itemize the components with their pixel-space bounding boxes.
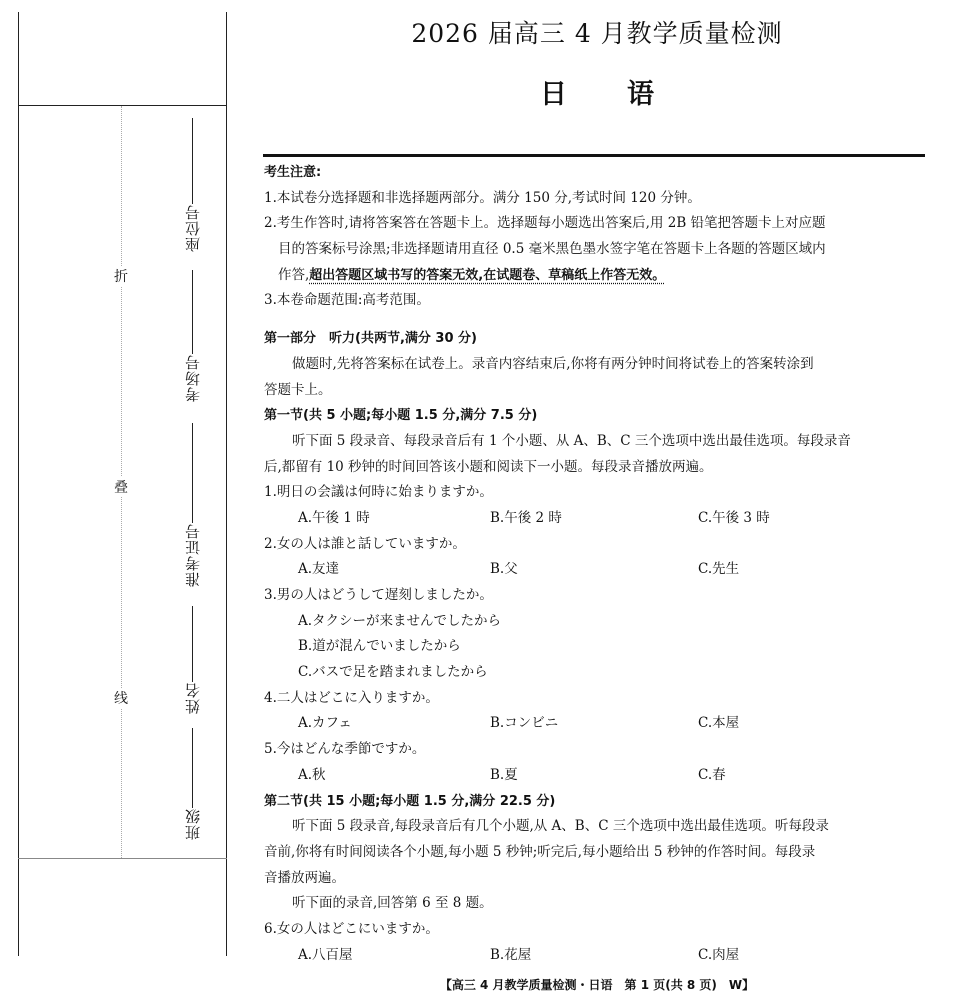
section2-intro-line-2: 音前,你将有时间阅读各个小题,每小题 5 秒钟;听完后,每小题给出 5 秒钟的作答时间。每段录 bbox=[264, 843, 816, 860]
notice-warning: 超出答题区域书写的答案无效,在试题卷、草稿纸上作答无效。 bbox=[309, 267, 666, 283]
question-2-options bbox=[264, 557, 925, 583]
option-b: B.父 bbox=[490, 561, 518, 578]
question-6-options bbox=[264, 943, 925, 969]
page-footer: 【高三 4 月教学质量检测・日语 第 1 页(共 8 页) W】 bbox=[439, 978, 755, 992]
part1-intro-line-2: 答题卡上。 bbox=[264, 381, 332, 398]
part1-intro-line-1: 做题时,先将答案标在试卷上。录音内容结束后,你将有两分钟时间将试卷上的答案转涂到 bbox=[292, 355, 814, 372]
option-a: A.タクシーが来ませんでしたから bbox=[298, 612, 502, 629]
question-1: 1.明日の会議は何時に始まりますか。 bbox=[264, 484, 493, 501]
exam-room-label: 考场号 bbox=[183, 354, 202, 402]
subject-char-1: 日 bbox=[540, 79, 567, 110]
margin-top-divider bbox=[18, 105, 227, 106]
option-c: C.バスで足を踏まれましたから bbox=[298, 664, 488, 681]
question-4-options bbox=[264, 711, 925, 737]
notice-item-2-line-1: 2.考生作答时,请将答案答在答题卡上。选择题每小题选出答案后,用 2B 铅笔把答题卡上对应题 bbox=[264, 215, 826, 232]
header-rule bbox=[263, 154, 925, 157]
fold-char-3: 线 bbox=[112, 688, 130, 708]
notice-heading: 考生注意: bbox=[264, 165, 322, 180]
option-b: B.午後 2 時 bbox=[490, 509, 562, 526]
class-label: 班级 bbox=[183, 808, 202, 840]
notice-item-2-line-3: 作答,超出答题区域书写的答案无效,在试题卷、草稿纸上作答无效。 bbox=[278, 266, 666, 283]
margin-left-border bbox=[18, 12, 19, 956]
option-c: C.午後 3 時 bbox=[698, 509, 770, 526]
seat-number-label: 座位号 bbox=[183, 204, 202, 252]
admission-number-field[interactable] bbox=[172, 423, 212, 587]
question-5-options bbox=[264, 763, 925, 789]
margin-bottom-divider bbox=[18, 858, 227, 859]
question-1-options bbox=[264, 506, 925, 532]
option-c: C.先生 bbox=[698, 561, 740, 578]
admission-number-label: 准考证号 bbox=[183, 523, 202, 587]
name-label: 姓名 bbox=[183, 682, 202, 714]
option-b: B.コンビニ bbox=[490, 715, 559, 732]
option-b: B.夏 bbox=[490, 766, 518, 783]
question-4: 4.二人はどこに入りますか。 bbox=[264, 689, 439, 706]
exam-room-field[interactable] bbox=[172, 270, 212, 402]
seat-number-field[interactable] bbox=[172, 118, 212, 252]
option-c: C.春 bbox=[698, 766, 726, 783]
subject-char-2: 语 bbox=[627, 79, 654, 110]
question-3: 3.男の人はどうして遅刻しましたか。 bbox=[264, 587, 493, 603]
option-a: A.八百屋 bbox=[298, 946, 353, 963]
option-a: A.カフェ bbox=[298, 715, 352, 732]
section2-heading: 第二节(共 15 小题;每小题 1.5 分,满分 22.5 分) bbox=[264, 793, 556, 809]
section1-intro-line-1: 听下面 5 段录音、每段录音后有 1 个小题、从 A、B、C 三个选项中选出最佳选项。每段录音 bbox=[292, 432, 851, 449]
section1-heading: 第一节(共 5 小题;每小题 1.5 分,满分 7.5 分) bbox=[264, 408, 538, 424]
option-b: B.道が混んでいましたから bbox=[298, 638, 461, 655]
option-c: C.本屋 bbox=[698, 715, 740, 732]
candidate-info-fields bbox=[172, 118, 212, 858]
notice-item-3: 3.本卷命题范围:高考范围。 bbox=[264, 292, 430, 309]
fold-char-2: 叠 bbox=[112, 477, 130, 497]
option-a: A.秋 bbox=[298, 766, 326, 783]
exam-title: 2026 届高三 4 月教学质量检测 bbox=[411, 19, 783, 48]
option-b: B.花屋 bbox=[490, 946, 532, 963]
subject-title bbox=[230, 72, 964, 111]
margin-right-border bbox=[226, 12, 227, 956]
name-field[interactable] bbox=[172, 606, 212, 714]
fold-char-1: 折 bbox=[112, 266, 130, 286]
section2-intro-line-1: 听下面 5 段录音,每段录音后有几个小题,从 A、B、C 三个选项中选出最佳选项。听每段录 bbox=[292, 818, 829, 835]
section1-intro-line-2: 后,都留有 10 秒钟的时间回答该小题和阅读下一小题。每段录音播放两遍。 bbox=[264, 458, 713, 475]
question-5: 5.今はどんな季節ですか。 bbox=[264, 741, 426, 758]
exam-content bbox=[264, 160, 925, 968]
option-c: C.肉屋 bbox=[698, 946, 740, 963]
question-6: 6.女の人はどこにいますか。 bbox=[264, 920, 439, 937]
section2-sub-intro: 听下面的录音,回答第 6 至 8 题。 bbox=[292, 895, 493, 912]
notice-item-2-line-2: 目的答案标号涂黑;非选择题请用直径 0.5 毫米黑色墨水签字笔在答题卡上各题的答题区域内 bbox=[278, 241, 826, 258]
question-2: 2.女の人は誰と話していますか。 bbox=[264, 535, 466, 552]
class-field[interactable] bbox=[172, 728, 212, 840]
part1-heading: 第一部分 听力(共两节,满分 30 分) bbox=[264, 331, 477, 347]
section2-intro-line-3: 音播放两遍。 bbox=[264, 869, 345, 886]
notice-item-1: 1.本试卷分选择题和非选择题两部分。满分 150 分,考试时间 120 分钟。 bbox=[264, 189, 701, 206]
option-a: A.友達 bbox=[298, 561, 340, 578]
option-a: A.午後 1 時 bbox=[298, 509, 370, 526]
